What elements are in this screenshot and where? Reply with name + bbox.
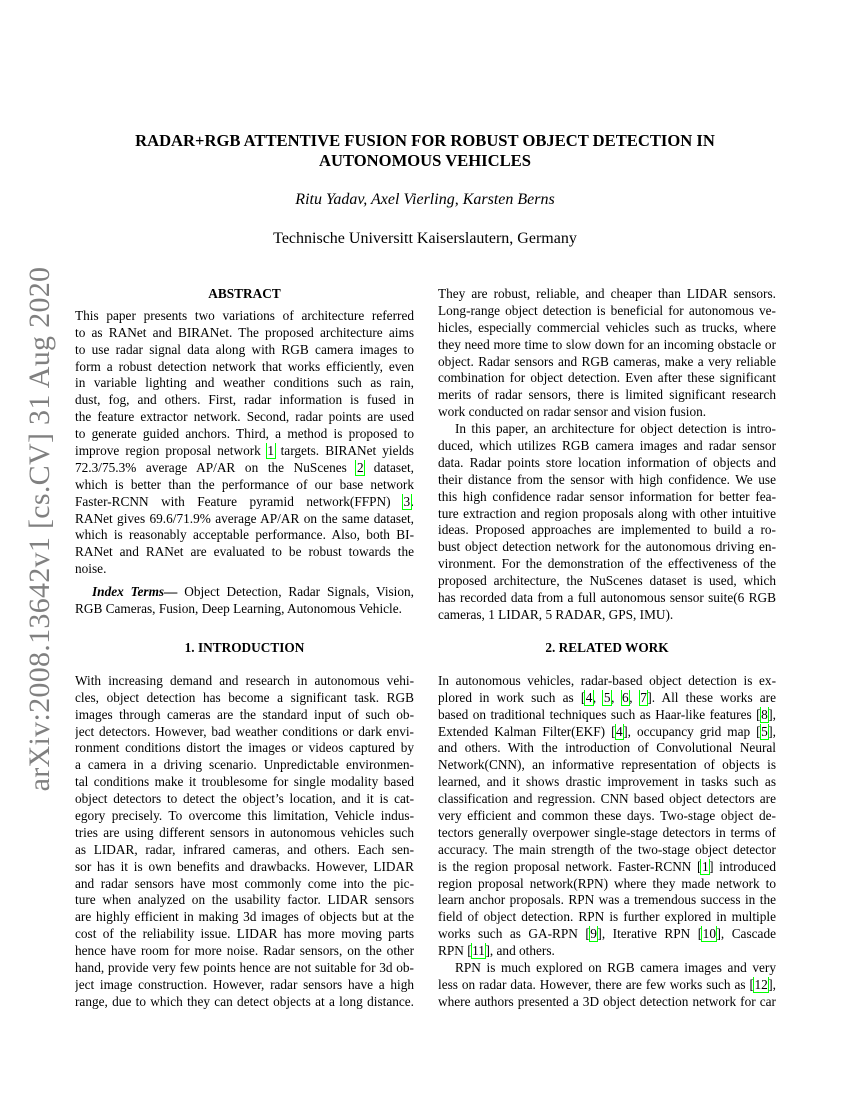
text-line: proposed architecture, the NuScenes dataset is used, which [438, 573, 776, 589]
text-line: object detectors to detect the object’s location, and it is cat- [75, 791, 414, 807]
title-line-2: AUTONOMOUS VEHICLES [319, 151, 531, 170]
text-line: cameras, 1 LIDAR, 5 RADAR, GPS, IMU). [438, 606, 674, 622]
text-line: In this paper, an architecture for object detection is intro- [455, 421, 776, 437]
affiliation: Technische Universitt Kaiserslautern, Germany [273, 230, 577, 247]
text-line: RPN is much explored on RGB camera images and very [455, 960, 776, 976]
text-fragment: ], Cascade [716, 926, 776, 942]
text-fragment: based on traditional techniques such as Haar-like features [ [438, 706, 761, 722]
abstract-heading: ABSTRACT [208, 286, 281, 301]
text-line: which is better than the performance of our base network [75, 476, 414, 492]
text-line: ject detectors. However, bad weather conditions or dark envi- [75, 723, 414, 739]
text-line: egory precisely. To overcome this limitation, Vehicle indus- [75, 808, 414, 824]
text-line: in variable lighting and weather conditions such as rain, [75, 375, 414, 391]
text-line: tal conditions make it troublesome for single modality based [75, 774, 414, 790]
text-line: With increasing demand and research in autonomous vehi- [75, 672, 414, 688]
text-line: images through cameras are the standard input of such ob- [75, 706, 414, 722]
text-line: vironment. For the demonstration of the effectiveness of the [438, 556, 776, 572]
arxiv-side-label [22, 266, 58, 792]
text-line: the feature extractor network. Second, radar points are used [75, 409, 414, 425]
text-line: merits of radar sensors, there is limited significant research [438, 387, 776, 403]
text-line [75, 460, 414, 477]
text-line: ject image construction. However, radar sensors have a high [75, 976, 414, 992]
citation-link[interactable]: 1 [267, 443, 275, 459]
citation-link[interactable]: 4 [585, 689, 593, 705]
citation-link[interactable]: 12 [754, 976, 768, 992]
text-fragment: dataset, [364, 459, 414, 475]
text-line: and others. With the introduction of Convolutional Neural [438, 740, 776, 756]
text-line: and radar sensors have most commonly come into the pic- [75, 875, 414, 891]
text-line: accuracy. The main strength of the two-stage object detector [438, 841, 776, 857]
text-fragment: ]. All these works are [647, 689, 776, 705]
text-fragment: 72.3/75.3% average AP/AR on the NuScenes [75, 459, 357, 475]
text-fragment: works such as GA-RPN [ [438, 926, 590, 942]
citation-link[interactable]: 10 [702, 926, 716, 942]
text-line: ideas. Proposed approaches are implemented to build a ro- [438, 522, 776, 538]
text-line: a camera in a driving scenario. Unpredictable environmen- [75, 757, 414, 773]
text-line: work conducted on radar sensor and vision fusion. [438, 404, 707, 420]
text-line: combination for object detection. Even after these significant [438, 370, 776, 386]
related-work-section [438, 640, 776, 1011]
citation-link[interactable]: 8 [761, 706, 768, 722]
text-line: dust, fog, and others. First, radar information is fused in [75, 392, 414, 408]
text-line: to as RANet and BIRANet. The proposed architecture aims [75, 324, 414, 340]
citation-link[interactable]: 1 [701, 858, 709, 874]
citation-link[interactable]: 3 [403, 493, 411, 509]
text-line: bust object detection network for the autonomous driving en- [438, 539, 776, 555]
abstract-section [75, 286, 414, 618]
text-line: field of object detection. RPN is further explored in multiple [438, 909, 776, 925]
text-line: are highly efficient in making 3d images of objects but at the [75, 909, 414, 925]
text-line: has recorded data from a full autonomous sensor suite(6 RGB [438, 590, 776, 606]
text-line: region proposal network(RPN) where they made network to [438, 875, 776, 891]
text-line: their distance from the sensor with high confidence. We use [438, 471, 776, 487]
text-line: classification and regression. CNN based object detectors are [438, 791, 776, 807]
text-line: ture when analyzed on the usability factor. LIDAR sensors [75, 892, 414, 908]
text-line: as LIDAR, radar, infrared cameras, and others. Each sen- [75, 841, 414, 857]
citation-link[interactable]: 5 [761, 723, 768, 739]
introduction-heading: 1. INTRODUCTION [184, 640, 305, 655]
introduction-body [75, 673, 414, 1011]
text-fragment: ], [768, 723, 776, 739]
text-line [438, 724, 776, 741]
paper-title [100, 131, 750, 171]
text-line: hand, provide very few points hence are not suitable for 3d ob- [75, 960, 414, 976]
citation-link[interactable]: 5 [603, 689, 611, 705]
arxiv-identifier: arXiv:2008.13642v1 [cs.CV] 31 Aug 2020 [23, 266, 56, 792]
related-work-body [438, 673, 776, 1011]
text-fragment: Object Detection, Radar Signals, Vision, [177, 584, 414, 600]
text-line: data. Radar points store location information of objects and [438, 454, 776, 470]
abstract-body [75, 308, 414, 578]
author-list: Ritu Yadav, Axel Vierling, Karsten Berns [295, 191, 555, 208]
text-fragment: Extended Kalman Filter(EKF) [ [438, 723, 616, 739]
text-line: Long-range object detection is beneficial for autonomous ve- [438, 302, 776, 318]
text-fragment: ], occupancy grid map [ [623, 723, 761, 739]
text-fragment: less on radar data. However, there are few works such as [ [438, 976, 754, 992]
citation-link[interactable]: 2 [356, 459, 364, 475]
text-line: range, due to which they can detect objects at a long distance. [75, 993, 414, 1009]
text-line: this high confidence radar sensor information for better fea- [438, 488, 776, 504]
text-fragment: improve region proposal network [75, 443, 267, 459]
text-fragment: is the region proposal network. Faster-RCNN [ [438, 858, 702, 874]
text-line [75, 443, 414, 460]
introduction-section [75, 640, 414, 1011]
text-line: hence have room for more noise. Radar sensors, on the other [75, 943, 414, 959]
text-fragment: ], [768, 706, 776, 722]
text-line [75, 584, 414, 601]
citation-link[interactable]: 11 [472, 943, 485, 959]
citation-link[interactable]: 4 [616, 723, 623, 739]
paragraph [438, 286, 776, 421]
text-fragment: ] introduced [709, 858, 776, 874]
text-line: cles, object detection has become a significant task. RGB [75, 689, 414, 705]
paragraph [438, 421, 776, 624]
text-line: form a robust detection network that works efficiently, even [75, 358, 414, 374]
text-fragment: RPN [ [438, 943, 472, 959]
text-fragment: plored in work such as [ [438, 689, 586, 705]
text-line: learned, and it shows drastic improvement in tasks such as [438, 774, 776, 790]
text-line [75, 494, 414, 511]
text-line: tries are using different sensors in autonomous vehicles such [75, 824, 414, 840]
text-fragment: . [410, 493, 414, 509]
text-line: Network(CNN), an informative representation of objects is [438, 757, 776, 773]
text-line: noise. [75, 561, 107, 577]
text-line: This paper presents two variations of architecture referred [75, 307, 414, 323]
text-line: to use radar signal data along with RGB camera images to [75, 341, 414, 357]
text-fragment: Faster-RCNN with Feature pyramid network(FFPN) [75, 493, 404, 509]
index-terms-label: Index Terms— [92, 584, 178, 600]
text-line: plored in work such as [4, 5, 6, 7]. All these works are [438, 689, 776, 705]
citation-link[interactable]: 9 [590, 926, 597, 942]
text-line: ronment conditions distort the images or videos captured by [75, 740, 414, 756]
text-line: learn anchor proposals. RPN was a tremendous success in the [438, 892, 776, 908]
text-line: They are robust, reliable, and cheaper than LIDAR sensors. [438, 286, 776, 301]
text-line: RANet and RANet are evaluated to be robust towards the [75, 544, 414, 560]
text-line: sor has it is own benefits and drawbacks. However, LIDAR [75, 858, 414, 874]
text-line: RANet gives 69.6/71.9% average AP/AR on the same dataset, [75, 510, 414, 526]
text-line [438, 926, 776, 943]
text-fragment: ], and others. [485, 943, 555, 959]
text-line: cost of the reliability issue. LIDAR has more moving parts [75, 926, 414, 942]
text-line: ture extraction and region proposals along with other intuitive [438, 505, 776, 521]
text-line [438, 977, 776, 994]
text-line [438, 943, 776, 960]
text-line [438, 859, 776, 876]
text-line: very efficient and common these days. Two-stage object de- [438, 808, 776, 824]
text-line: In autonomous vehicles, radar-based object detection is ex- [438, 672, 776, 688]
text-line: which is reasonably acceptable performance. Also, both BI- [75, 527, 414, 543]
citation-link[interactable]: 7 [640, 689, 647, 705]
text-line: RGB Cameras, Fusion, Deep Learning, Autonomous Vehicle. [75, 601, 402, 617]
citation-link[interactable]: 6 [622, 689, 629, 705]
text-fragment: targets. BIRANet yields [274, 443, 414, 459]
text-fragment: ], [768, 976, 776, 992]
text-line: tectors generally overpower single-stage detectors in terms of [438, 824, 776, 840]
text-fragment: ], Iterative RPN [ [597, 926, 703, 942]
text-line: to generate guided anchors. Third, a method is proposed to [75, 426, 414, 442]
text-line [438, 707, 776, 724]
introduction-continued [438, 286, 776, 624]
text-line: they need more time to slow down for an incoming obstacle or [438, 336, 776, 352]
index-terms [75, 584, 414, 618]
text-line: duced, which utilizes RGB camera images and radar sensor [438, 438, 776, 454]
text-line: object. Radar sensors and RGB cameras, make a very reliable [438, 353, 776, 369]
related-work-heading: 2. RELATED WORK [545, 640, 669, 655]
text-line: hicles, especially commercial vehicles such as trucks, where [438, 319, 776, 335]
title-line-1: RADAR+RGB ATTENTIVE FUSION FOR ROBUST OBJECT DETECTION IN [135, 131, 715, 150]
text-line: where authors presented a 3D object detection network for car [438, 993, 776, 1009]
